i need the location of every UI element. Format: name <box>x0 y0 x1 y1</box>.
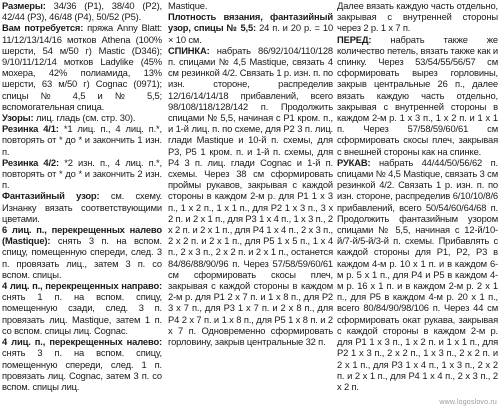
paragraph-text: набрать 86/92/104/110/128 п. спицами № 4,5 Mastique, связать 4 см резинкой 4/2. Связать 1 р. изн. п. по изн. стороне, распределив 12/16/14/14/18 прибавлений, всего 98/108/118/128/142 п. Продолжить спицами № 5,5, начиная с P1 кром. п., и 1-й лиц. п. по схеме, для P2 3 п. лиц. глади Mastique и 10-й п. схемы, для P3, P5 1 кром. п. и 1-й п. схемы, для P4 3 п. лиц. глади Cognac и 1-й п. схемы. Через 38 см сформировать проймы рукавов, закрывая с каждой стороны в каждом 2-м р. для P1 1 х 3 п., 1 х 2 п., 1 х 1 п., для P2 1 х 3 п., 3 х 2 п. и 2 х 1 п., для P3 1 х 4 п., 1 х 3 п., 2 х 2 п. и 2 х 1 п., для P4 1 х 4 п., 2 х 3 п., 2 х 2 п. и 2 х 1 п., для P5 1 х 5 п., 1 х 4 п., 2 х 3 п., 2 х 2 п. и 2 х 1 п., останется 84/86/88/90/96 п. Через 57/58/59/60/61 см сформировать скосы плеч, закрывая с каждой стороны в каждом 2-м р. для P1 2 х 7 п. и 1 х 8 п., для P2 3 х 7 п., для P3 1 х 7 п. и 2 х 8 п., для P4 2 х 7 п. и 1 х 8 п., для P5 1 х 8 п. и 2 х 7 п. Одновременно сформировать горловину, закрыв центральные 32 п. <box>168 44 333 348</box>
paragraph <box>2 112 162 123</box>
section-heading: Плотность вязания, фантазийный узор, спицы № 5,5: <box>168 11 333 34</box>
section-heading: Резинка 4/1: <box>2 123 59 135</box>
paragraph-text: снять 1 п. на вспом. спицу, помещенную сзади, след. 3 п. провязать лиц. Mastique, затем 1 п. со вспом. спицы лиц. Cognac. <box>2 291 162 336</box>
section-heading: РУКАВ: <box>337 156 371 168</box>
paragraph <box>337 157 498 392</box>
paragraph <box>2 22 162 112</box>
section-heading: Узоры: <box>2 112 34 124</box>
section-heading: Фантазийный узор: <box>2 190 100 202</box>
section-heading: ПЕРЕД: <box>337 33 372 45</box>
paragraph-text: 24 п. и 20 р. = 10 × 10 см. <box>168 22 334 45</box>
paragraph-text: снять 3 п. на вспом. спицу, помещенную спереди, след. 1 п. провязать лиц. Cognac, затем 3 п. со вспом. спицы лиц. <box>2 347 162 392</box>
paragraph <box>2 190 162 224</box>
section-heading: 4 лиц. п., перекрещенных направо: <box>2 280 162 292</box>
section-heading: Резинка 4/2: <box>2 156 59 168</box>
column-right <box>337 0 498 392</box>
paragraph <box>2 224 162 280</box>
paragraph-text: набрать 44/44/50/56/62 п. спицами № 4,5 Mastique, связать 3 см резинкой 4/2. Связать 1 р. изн. п. по изн. стороне, распределив 6/10/10/8/6 прибавлений, всего 50/54/60/64/68 п. Продолжить фантазийным узором спицами № 5,5, начиная с 12-й/10-й/7-й/5-й/3-й п. схемы. Прибавлять с каждой стороны для P1, P2, P3 в каждом 4-м р. 10 х 1 п. и в каждом 6-м р. 5 х 1 п., для P4 и P5 в каждом 4-м р. 16 х 1 п. и в каждом 2-м р. 2 х 1 п., для P5 в каждом 4-м р. 20 х 1 п., всего 80/84/90/98/106 п. Через 44 см сформировать окат рукава, закрывая с каждой стороны в каждом 2-м р. для P1 1 х 3 п., 1 х 2 п. и 1 х 1 п., для P2 1 х 3 п., 2 х 2 п., 1 х 3 п., 2 х 2 п. и 2 х 1 п., для P3 1 х 4 п., 1 х 3 п., 2 х 2 п. и 2 х 1 п., для P4 1 х 4 п., 2 х 3 п., 2 х 2 п. <box>337 156 498 392</box>
paragraph <box>168 0 333 11</box>
paragraph-text: см. схему. Изнанку вязать соответствующими цветами. <box>2 190 162 224</box>
paragraph <box>2 280 162 336</box>
paragraph-text: снять 3 п. на вспом. спицу, помещенную спереди, след. 3 п. провязать лиц., затем 3 п. со вспом. спицы. <box>2 235 162 280</box>
column-left <box>2 0 162 392</box>
paragraph <box>2 157 162 191</box>
paragraph-text: Mastique. <box>168 0 208 11</box>
paragraph-text: Далее вязать каждую часть отдельно, закрывая с внутренней стороны через 2 р. 1 х 7 п. <box>337 0 498 34</box>
section-heading: 4 лиц. п., перекрещенных налево: <box>2 336 162 348</box>
paragraph <box>337 34 498 157</box>
paragraph <box>2 336 162 392</box>
column-middle <box>168 0 333 347</box>
paragraph-text: 34/36 (P1), 38/40 (P2), 42/44 (P3), 46/48 (P4), 50/52 (P5). <box>2 0 162 23</box>
paragraph <box>337 0 498 34</box>
paragraph-text: набрать также же количество петель, вязать также как и спинку. Через 53/54/55/56/57 см сформировать вырез горловины, закрыв центральные 26 п., далее вязать каждую часть отдельно, закрывая с внутренней стороны в каждом 2-м р. 1 х 3 п., 1 х 2 п. и 1 х 1 п. Через 57/58/59/60/61 см сформировать скосы плеч, закрывая с внешней стороны как на спинке. <box>337 33 498 157</box>
section-heading: СПИНКА: <box>168 44 210 56</box>
paragraph-text: *1 лиц. п., 4 лиц. п.*, повторять от * до * и закончить 1 изн. п. <box>2 123 163 157</box>
paragraph-text: *2 изн. п., 4 лиц. п.*, повторять от * до * и закончить 2 изн. п. <box>2 156 162 191</box>
paragraph <box>2 123 162 157</box>
watermark-text: www.logoslovo.ru <box>439 399 497 406</box>
section-heading: Размеры: <box>2 0 46 11</box>
paragraph <box>168 45 333 347</box>
section-heading: 6 лиц. п., перекрещенных налево (Mastique): <box>2 224 162 247</box>
paragraph <box>168 11 333 45</box>
paragraph <box>2 0 162 22</box>
paragraph-text: пряжа Anny Blatt: 11/12/13/14/16 мотков Athena (100% шерсти, 54 м/50 г) Mastic (D346); 9/10/11/12/14 мотков Ladylike (45% мохера, 42% полиамида, 13% шерсти, 63 м/50 г) Cognac (0971); спицы № 4,5 и № 5,5; вспомогательная спица. <box>2 22 163 112</box>
section-heading: Вам потребуется: <box>2 22 84 34</box>
paragraph-text: лиц. гладь (см. стр. 30). <box>33 112 136 124</box>
